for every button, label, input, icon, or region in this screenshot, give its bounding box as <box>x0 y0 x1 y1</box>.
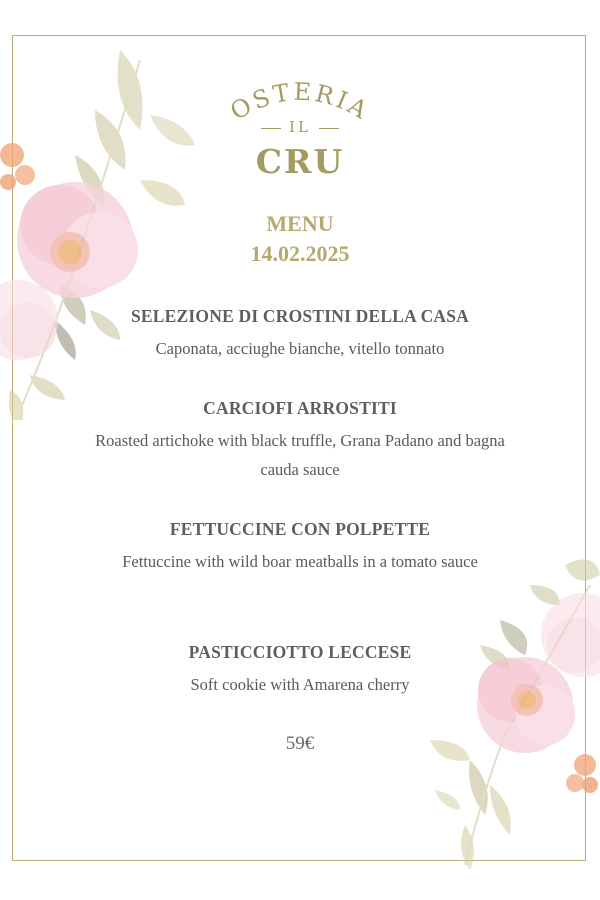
logo-dash-left <box>261 128 281 129</box>
course-description: Caponata, acciughe bianche, vitello tonnato <box>155 339 445 358</box>
logo-line-cru: CRU <box>255 142 345 181</box>
menu-date: 14.02.2025 <box>250 241 350 266</box>
logo-dash-right <box>319 128 339 129</box>
course-title: FETTUCCINE CON POLPETTE <box>169 519 431 539</box>
course-title: SELEZIONE DI CROSTINI DELLA CASA <box>130 306 470 326</box>
course-description: Roasted artichoke with black truffle, Grana Padano and bagna cauda sauce <box>95 431 505 479</box>
course-1 <box>80 304 520 363</box>
course-title: CARCIOFI ARROSTITI <box>203 398 397 418</box>
course-description: Soft cookie with Amarena cherry <box>190 675 410 694</box>
course-description: Fettuccine with wild boar meatballs in a tomato sauce <box>122 552 478 571</box>
logo-line-osteria: OSTERIA <box>225 78 375 126</box>
logo-line-il <box>0 118 600 136</box>
menu-heading: MENU <box>266 211 334 236</box>
course-4 <box>80 640 520 699</box>
menu-price: 59€ <box>285 733 315 754</box>
logo-il-text: IL <box>289 118 311 136</box>
course-title: PASTICCIOTTO LECCESE <box>188 642 412 662</box>
course-3 <box>80 517 520 576</box>
course-2 <box>80 396 520 484</box>
